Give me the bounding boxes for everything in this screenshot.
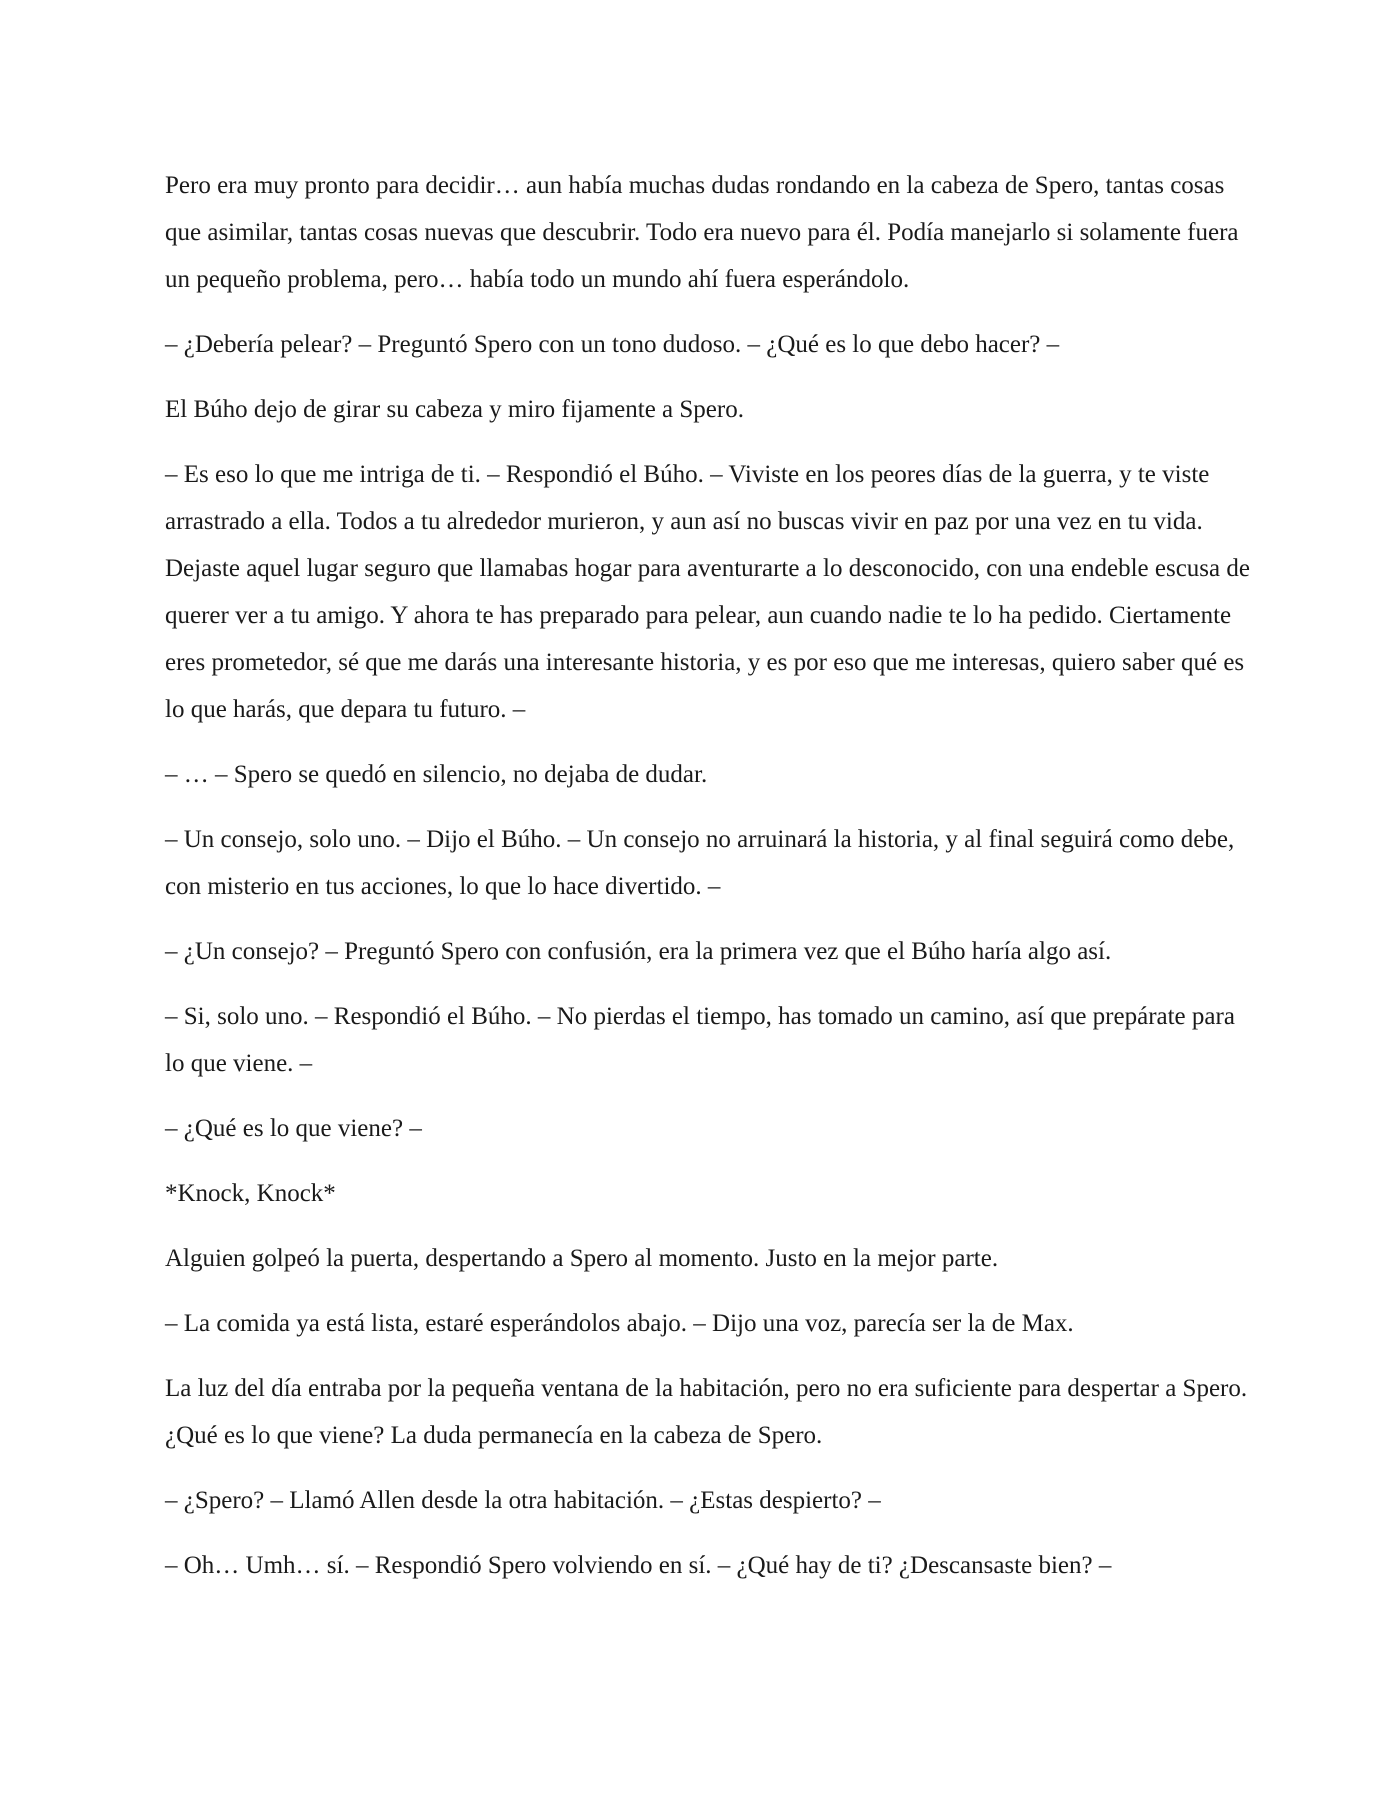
paragraph: – ¿Debería pelear? – Preguntó Spero con un tono dudoso. – ¿Qué es lo que debo hacer? – — [165, 331, 1060, 358]
paragraph: – ¿Qué es lo que viene? – — [165, 1115, 422, 1142]
paragraph: *Knock, Knock* — [165, 1180, 336, 1207]
paragraph: El Búho dejo de girar su cabeza y miro fijamente a Spero. — [165, 396, 744, 423]
paragraph: – La comida ya está lista, estaré esperándolos abajo. – Dijo una voz, parecía ser la de Max. — [165, 1310, 1074, 1337]
paragraph: La luz del día entraba por la pequeña ventana de la habitación, pero no era suficiente para despertar a Spero. ¿Qué es lo que viene? La duda permanecía en la cabeza de Spero. — [165, 1375, 1254, 1449]
document-body — [165, 162, 1255, 1607]
paragraph: Alguien golpeó la puerta, despertando a Spero al momento. Justo en la mejor parte. — [165, 1245, 999, 1272]
paragraph: – Un consejo, solo uno. – Dijo el Búho. – Un consejo no arruinará la historia, y al final seguirá como debe, con misterio en tus acciones, lo que lo hace divertido. – — [165, 826, 1241, 900]
paragraph: – … – Spero se quedó en silencio, no dejaba de dudar. — [165, 761, 708, 788]
paragraph: – Oh… Umh… sí. – Respondió Spero volviendo en sí. – ¿Qué hay de ti? ¿Descansaste bien? – — [165, 1552, 1112, 1579]
paragraph: – Si, solo uno. – Respondió el Búho. – No pierdas el tiempo, has tomado un camino, así que prepárate para lo que viene. – — [165, 1003, 1242, 1077]
paragraph: – ¿Un consejo? – Preguntó Spero con confusión, era la primera vez que el Búho haría algo así. — [165, 938, 1112, 965]
paragraph: – Es eso lo que me intriga de ti. – Respondió el Búho. – Viviste en los peores días de la guerra, y te viste arrastrado a ella. Todos a tu alrededor murieron, y aun así no buscas vivir en paz por una vez en tu vida. Dejaste aquel lugar seguro que llamabas hogar para aventurarte a lo desconocido, con una endeble escusa de querer ver a tu amigo. Y ahora te has preparado para pelear, aun cuando nadie te lo ha pedido. Ciertamente eres prometedor, sé que me darás una interesante historia, y es por eso que me interesas, quiero saber qué es lo que harás, que depara tu futuro. – — [165, 461, 1257, 723]
paragraph: – ¿Spero? – Llamó Allen desde la otra habitación. – ¿Estas despierto? – — [165, 1487, 881, 1514]
paragraph: Pero era muy pronto para decidir… aun había muchas dudas rondando en la cabeza de Spero, tantas cosas que asimilar, tantas cosas nuevas que descubrir. Todo era nuevo para él. Podía manejarlo si solamente fuera un pequeño problema, pero… había todo un mundo ahí fuera esperándolo. — [165, 172, 1245, 293]
